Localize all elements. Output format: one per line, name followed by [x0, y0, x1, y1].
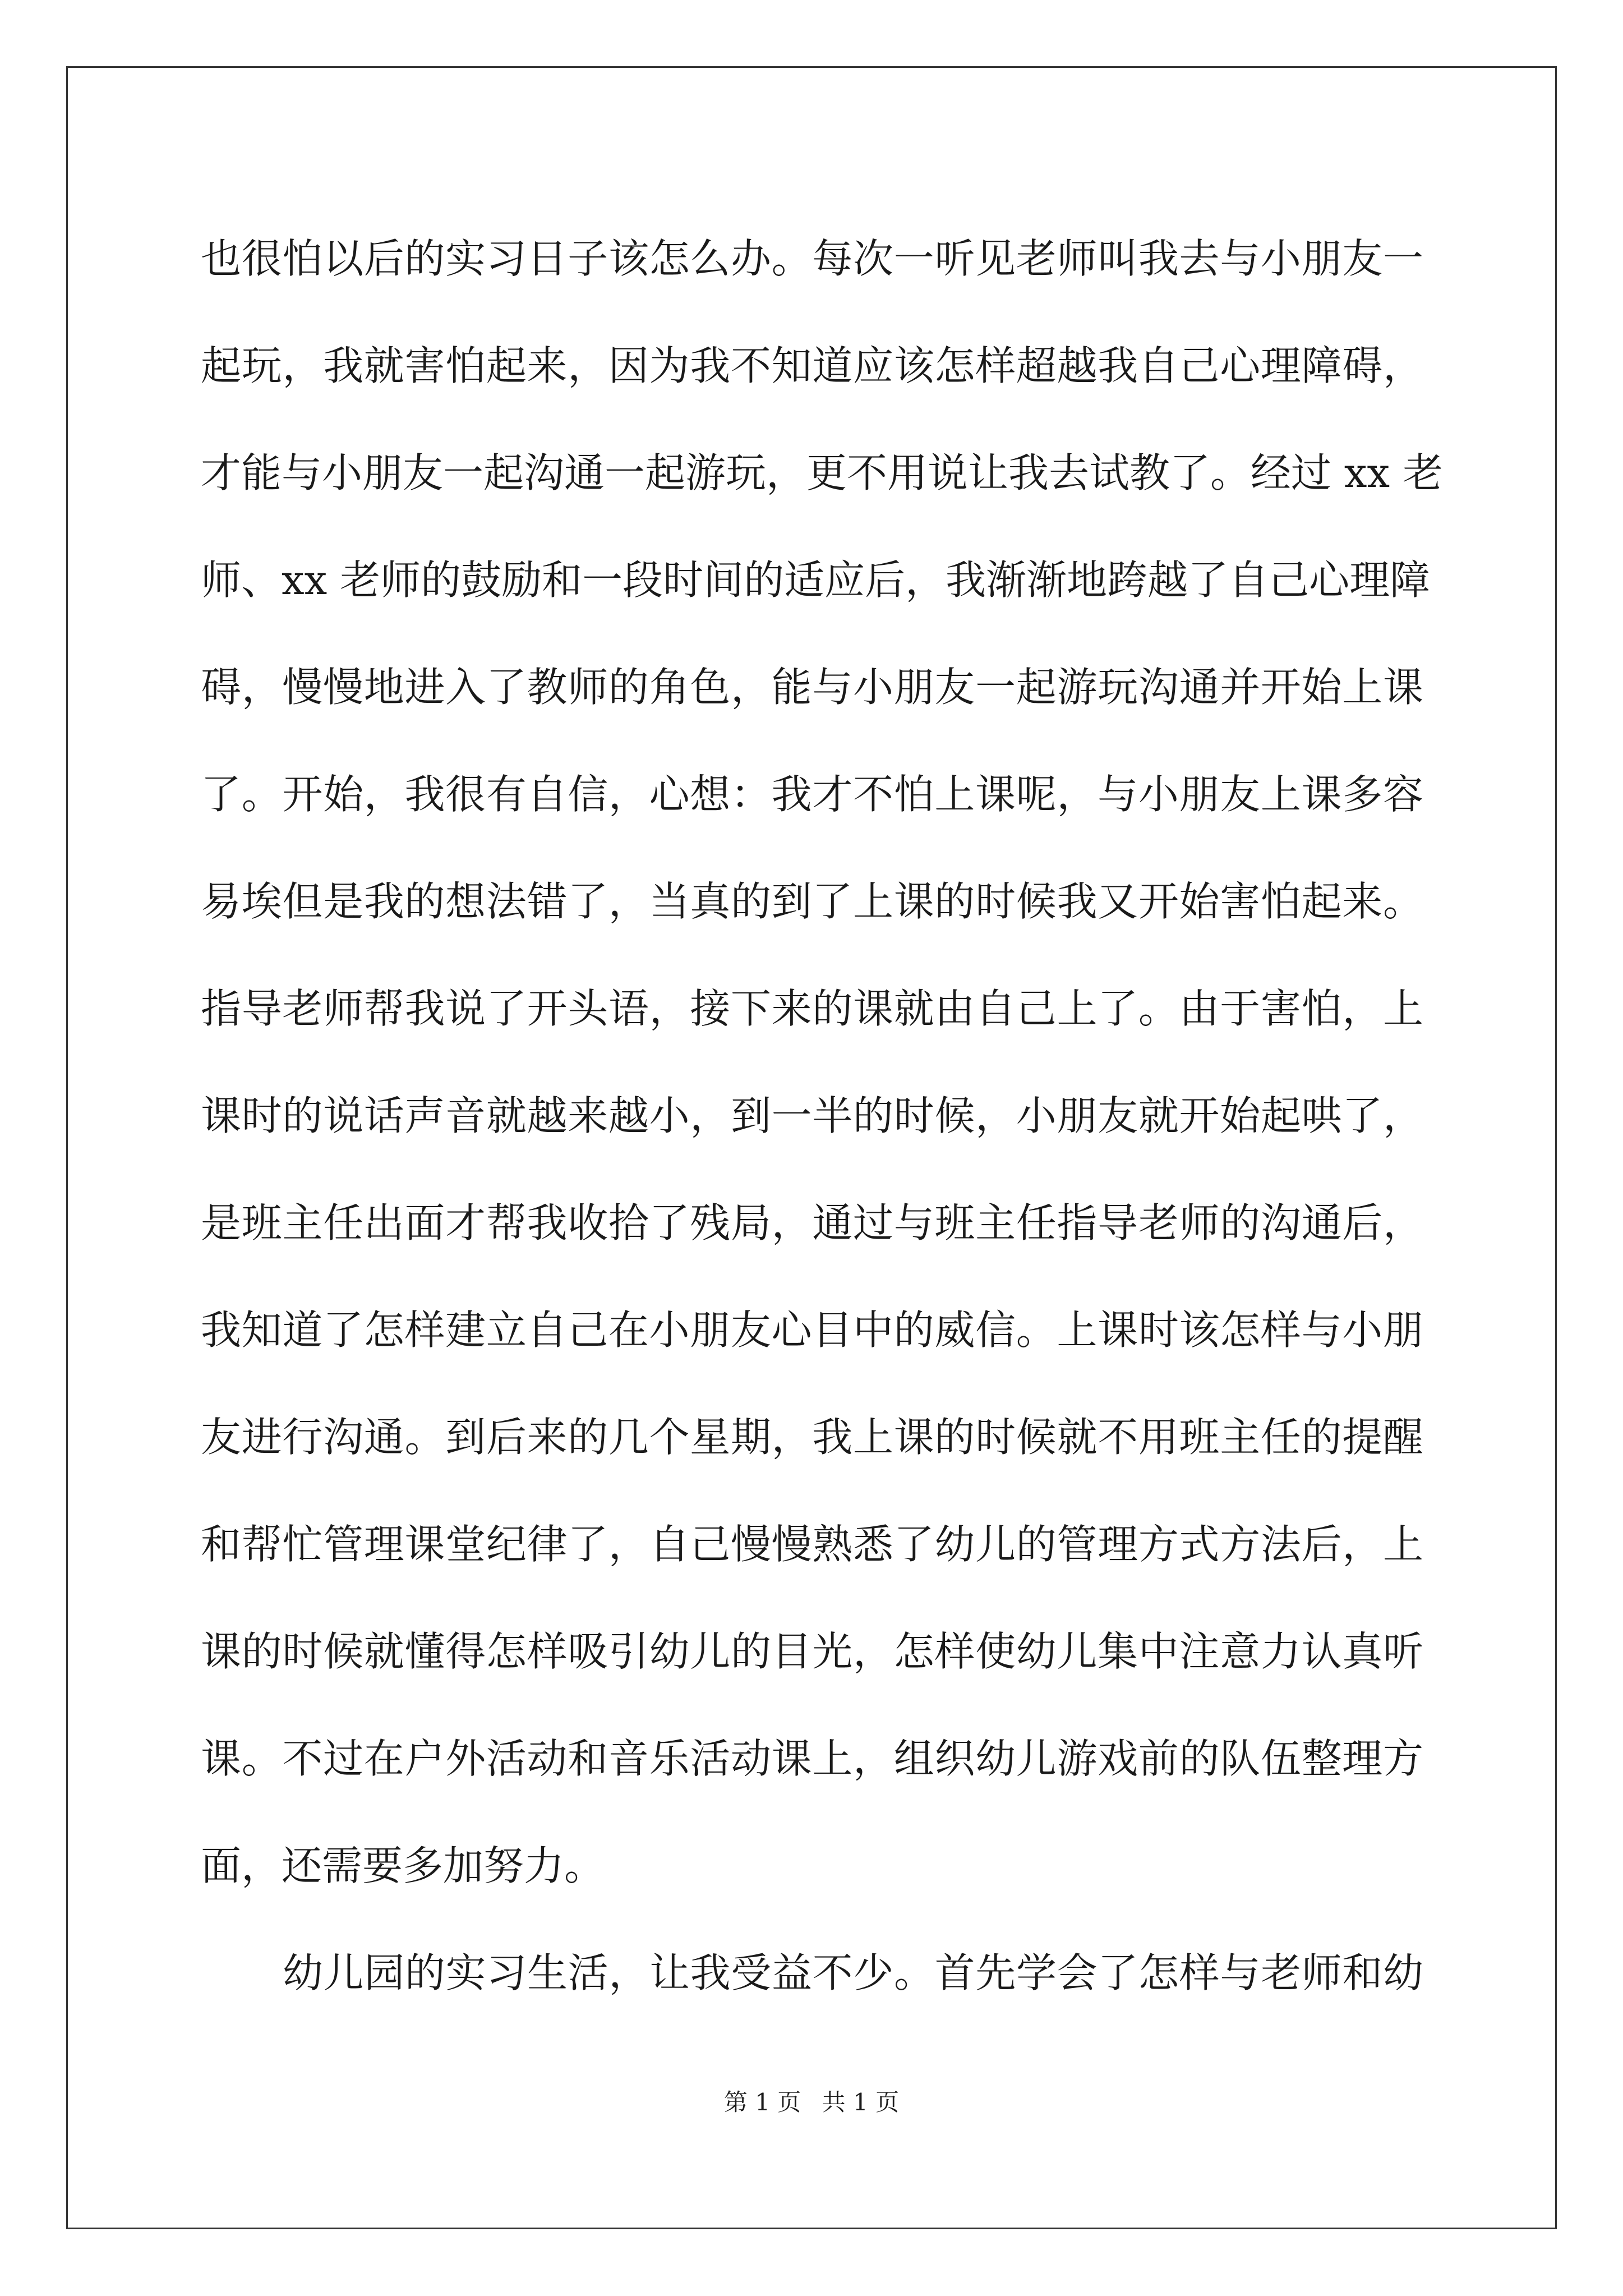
text-line: 和帮忙管理课堂纪律了，自己慢慢熟悉了幼儿的管理方式方法后，上 [201, 1521, 1423, 1568]
text-line: 面，还需要多加努力。 [201, 1842, 605, 1889]
text-line: 师、xx 老师的鼓励和一段时间的适应后，我渐渐地跨越了自己心理障 [201, 556, 1431, 604]
text-line: 是班主任出面才帮我收拾了残局，通过与班主任指导老师的沟通后， [201, 1199, 1423, 1246]
text-line: 幼儿园的实习生活，让我受益不少。首先学会了怎样与老师和幼 [283, 1949, 1423, 1996]
text-line: 碍，慢慢地进入了教师的角色，能与小朋友一起游玩沟通并开始上课 [201, 664, 1423, 711]
text-line: 我知道了怎样建立自己在小朋友心目中的威信。上课时该怎样与小朋 [201, 1306, 1423, 1354]
text-line: 才能与小朋友一起沟通一起游玩，更不用说让我去试教了。经过 xx 老 [201, 449, 1443, 496]
text-line: 指导老师帮我说了开头语，接下来的课就由自己上了。由于害怕，上 [201, 985, 1423, 1032]
text-line: 课。不过在户外活动和音乐活动课上，组织幼儿游戏前的队伍整理方 [201, 1735, 1423, 1782]
page-footer [0, 2086, 1623, 2119]
text-line: 起玩，我就害怕起来，因为我不知道应该怎样超越我自己心理障碍， [201, 342, 1423, 389]
text-line: 易埃但是我的想法错了，当真的到了上课的时候我又开始害怕起来。 [201, 878, 1423, 925]
text-line: 友进行沟通。到后来的几个星期，我上课的时候就不用班主任的提醒 [201, 1414, 1423, 1461]
page-total: 共 1 页 [822, 2088, 900, 2116]
text-line: 课的时候就懂得怎样吸引幼儿的目光，怎样使幼儿集中注意力认真听 [201, 1628, 1423, 1675]
text-line: 了。开始，我很有自信，心想：我才不怕上课呢，与小朋友上课多容 [201, 771, 1423, 818]
page-number: 第 1 页 [723, 2088, 801, 2116]
document-body [201, 205, 1443, 2027]
text-line: 也很怕以后的实习日子该怎么办。每次一听见老师叫我去与小朋友一 [201, 235, 1423, 282]
text-line: 课时的说话声音就越来越小，到一半的时候，小朋友就开始起哄了， [201, 1092, 1423, 1139]
